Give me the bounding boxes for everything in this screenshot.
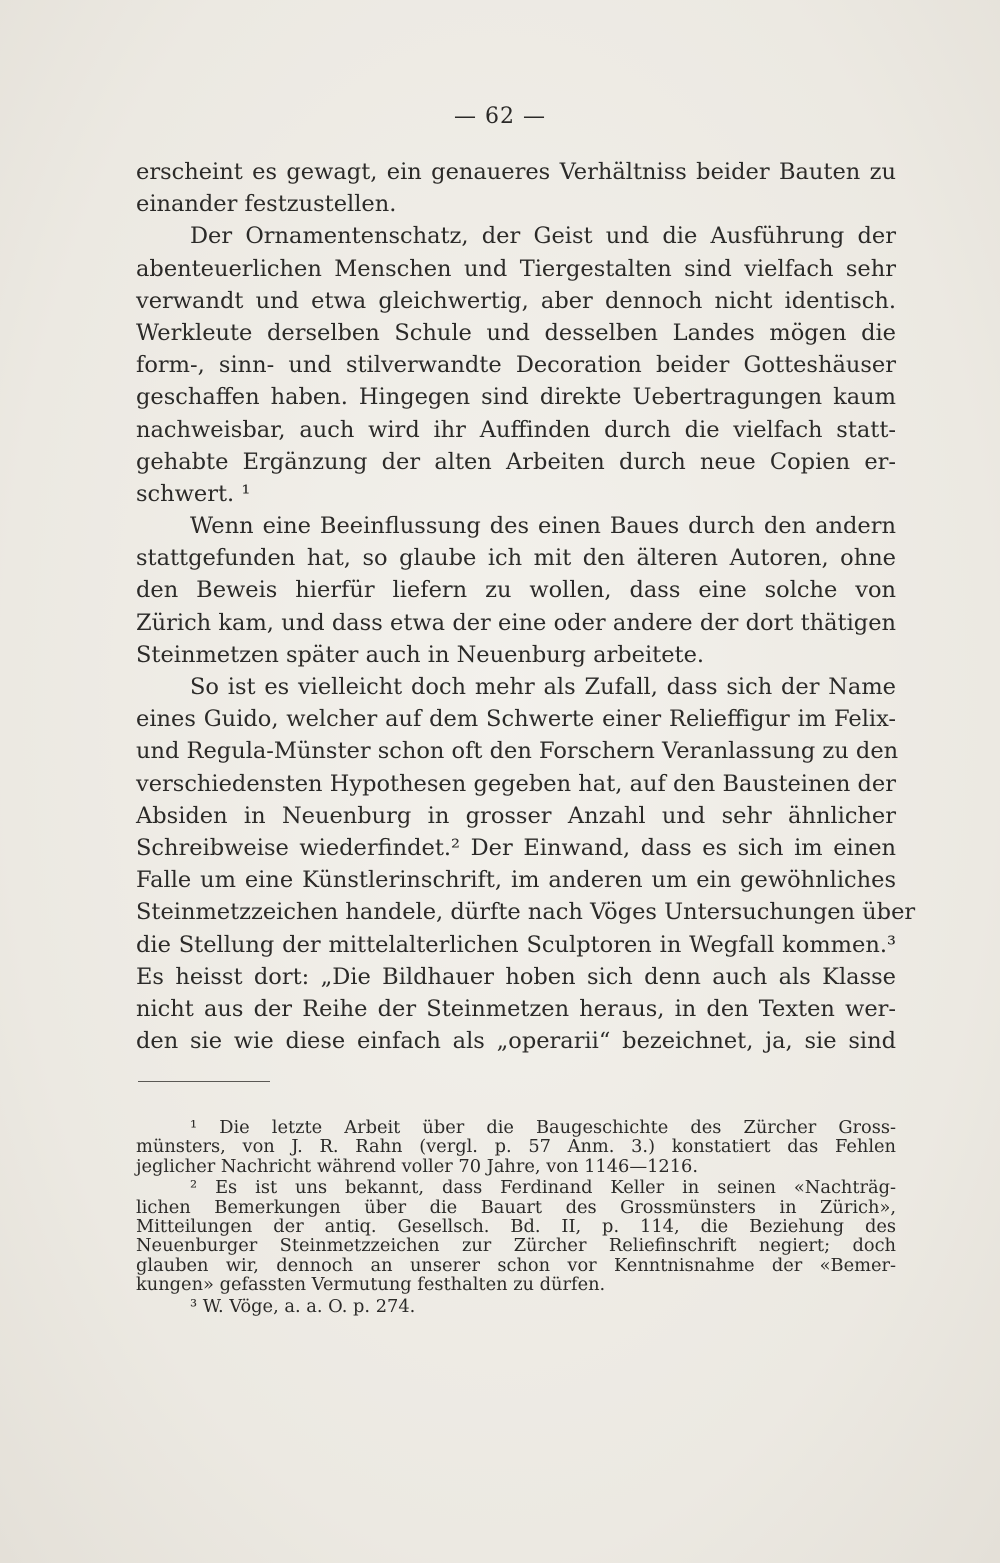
page-number: — 62 — — [454, 104, 546, 129]
footnote-line: Neuenburger Steinmetzzeichen zur Zürcher Reliefinschrift negiert; doch — [136, 1235, 896, 1257]
body-line: Zürich kam, und dass etwa der eine oder andere der dort thätigen — [136, 609, 896, 636]
body-line: abenteuerlichen Menschen und Tiergestalten sind vielfach sehr — [136, 255, 896, 282]
body-line: Wenn eine Beeinflussung des einen Baues durch den andern — [190, 513, 896, 540]
body-line: verschiedensten Hypothesen gegeben hat, auf den Bausteinen der — [136, 770, 896, 797]
footnote-separator — [138, 1081, 270, 1082]
body-line: Schreibweise wiederfindet.² Der Einwand, dass es sich im einen — [136, 834, 896, 861]
body-line: form-, sinn- und stilverwandte Decoration beider Gotteshäuser — [136, 352, 896, 379]
footnote-line: Mitteilungen der antiq. Gesellsch. Bd. II, p. 114, die Beziehung des — [136, 1215, 896, 1237]
body-line: schwert. ¹ — [136, 480, 251, 507]
footnote-line: jeglicher Nachricht während voller 70 Jahre, von 1146—1216. — [136, 1155, 699, 1177]
body-line: Es heisst dort: „Die Bildhauer hoben sich denn auch als Klasse — [136, 963, 896, 990]
footnote-line: ² Es ist uns bekannt, dass Ferdinand Keller in seinen «Nachträg- — [190, 1177, 896, 1199]
footnote — [136, 1178, 896, 1294]
body-line: Werkleute derselben Schule und desselben Landes mögen die — [136, 319, 896, 346]
body-line: Steinmetzen später auch in Neuenburg arbeitete. — [136, 641, 705, 668]
footnote-line: kungen» gefassten Vermutung festhalten zu dürfen. — [136, 1274, 606, 1296]
footnote-line: glauben wir, dennoch an unserer schon vor Kenntnisnahme der «Bemer- — [136, 1254, 896, 1276]
body-line: nicht aus der Reihe der Steinmetzen heraus, in den Texten wer- — [136, 995, 896, 1022]
footnote-line: lichen Bemerkungen über die Bauart des Grossmünsters in Zürich», — [136, 1196, 896, 1218]
body-line: Steinmetzzeichen handele, dürfte nach Vöges Untersuchungen über — [136, 899, 916, 926]
footnote-line: ¹ Die letzte Arbeit über die Baugeschichte des Zürcher Gross- — [190, 1117, 896, 1138]
body-line: nachweisbar, auch wird ihr Auffinden durch die vielfach statt- — [136, 416, 896, 443]
body-line: und Regula-Münster schon oft den Forschern Veranlassung zu den — [136, 738, 899, 765]
footnote — [136, 1297, 896, 1316]
footnote-line: ³ W. Vöge, a. a. O. p. 274. — [190, 1295, 416, 1317]
body-line: verwandt und etwa gleichwertig, aber dennoch nicht identisch. — [136, 287, 896, 314]
body-line: einander festzustellen. — [136, 191, 397, 218]
body-line: die Stellung der mittelalterlichen Sculptoren in Wegfall kommen.³ — [136, 931, 896, 958]
body-text — [136, 156, 916, 1057]
body-line: den sie wie diese einfach als „operarii“ bezeichnet, ja, sie sind — [136, 1028, 896, 1055]
body-line: Falle um eine Künstlerinschrift, im anderen um ein gewöhnliches — [136, 867, 896, 894]
body-line: stattgefunden hat, so glaube ich mit den älteren Autoren, ohne — [136, 545, 896, 572]
footnote-line: münsters, von J. R. Rahn (vergl. p. 57 Anm. 3.) konstatiert das Fehlen — [136, 1136, 896, 1158]
body-line: Absiden in Neuenburg in grosser Anzahl und sehr ähnlicher — [136, 802, 896, 829]
body-line: erscheint es gewagt, ein genaueres Verhältniss beider Bauten zu — [136, 159, 896, 185]
body-line: den Beweis hierfür liefern zu wollen, dass eine solche von — [136, 577, 896, 604]
body-line: gehabte Ergänzung der alten Arbeiten durch neue Copien er- — [136, 448, 896, 475]
footnotes — [136, 1118, 896, 1316]
body-line: geschaffen haben. Hingegen sind direkte Uebertragungen kaum — [136, 384, 896, 411]
body-line: So ist es vielleicht doch mehr als Zufall, dass sich der Name — [190, 674, 896, 700]
footnote — [136, 1118, 896, 1176]
body-line: eines Guido, welcher auf dem Schwerte einer Relieffigur im Felix- — [136, 706, 896, 733]
body-line: Der Ornamentenschatz, der Geist und die Ausführung der — [190, 223, 896, 250]
